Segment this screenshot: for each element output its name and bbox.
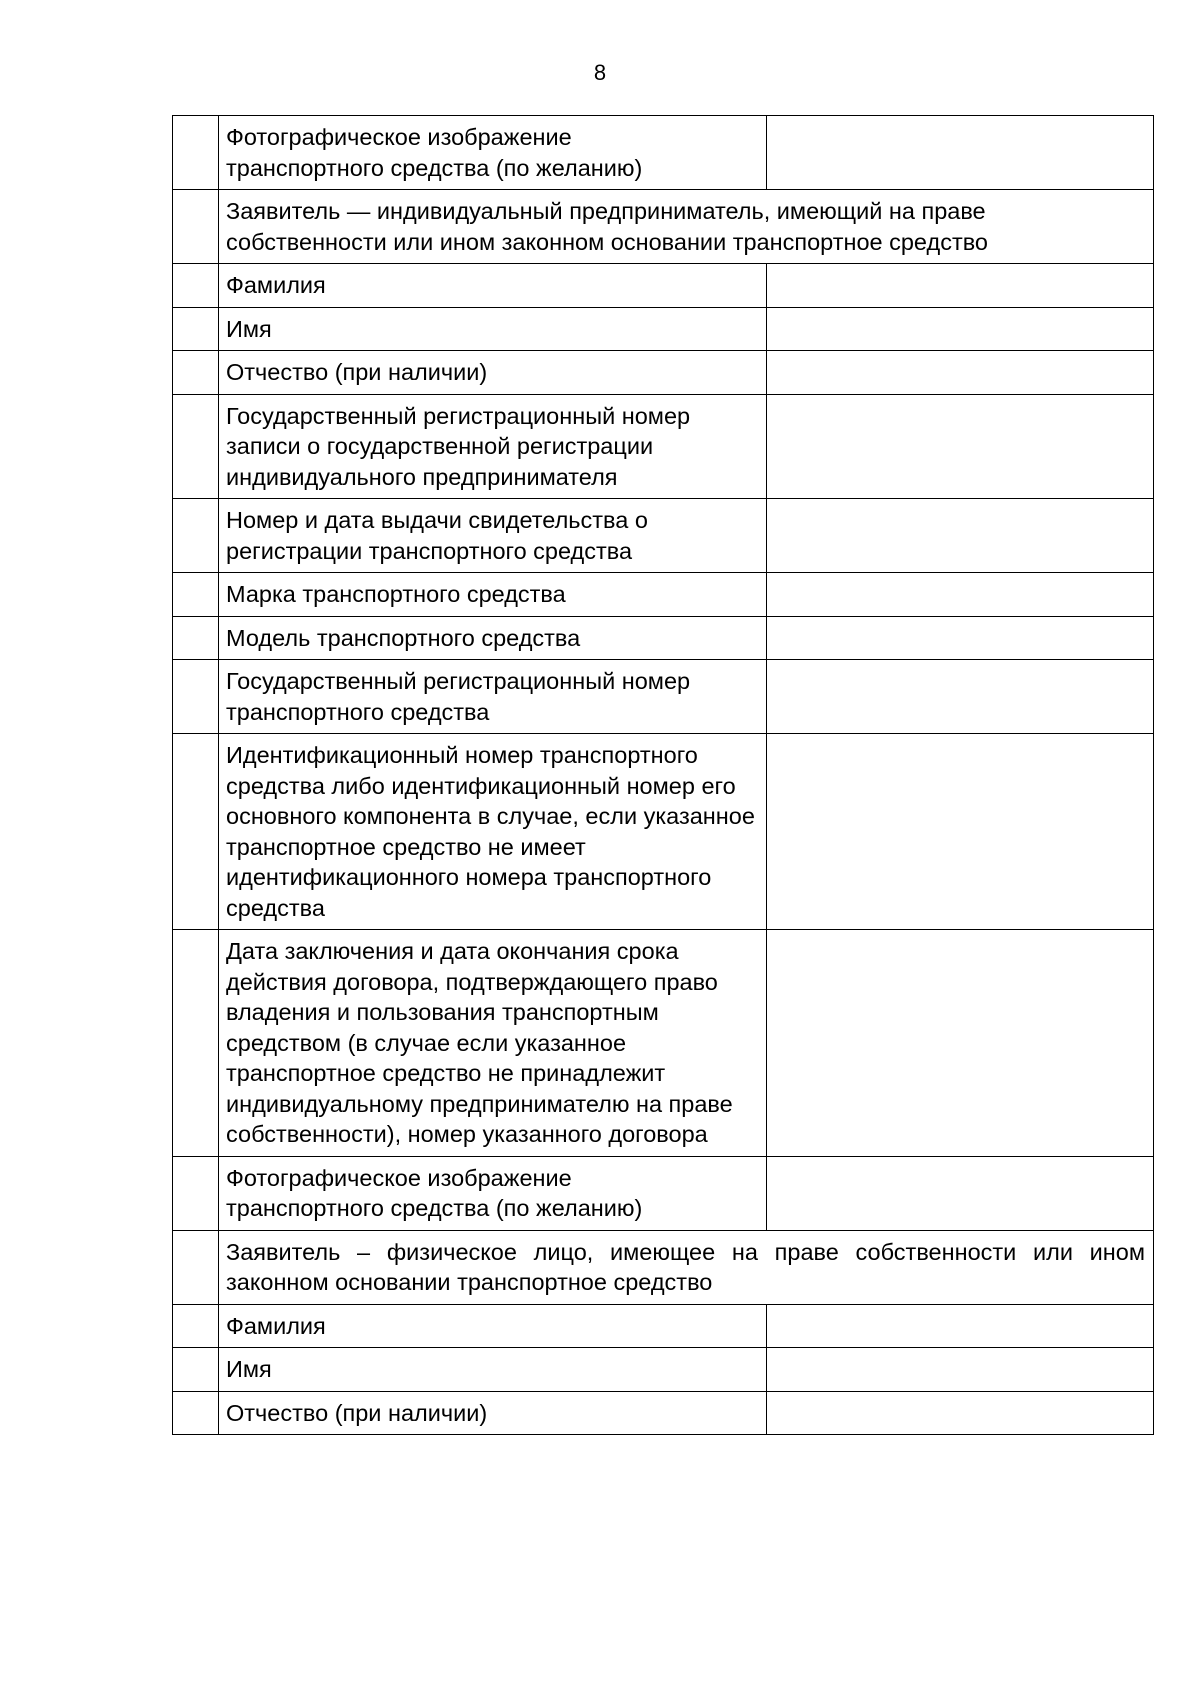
table-row [173,116,1154,190]
field-value[interactable] [767,116,1154,190]
section-heading: Заявитель – физическое лицо, имеющее на праве собственности или ином законном основании транспортное средство [219,1230,1154,1304]
page-number: 8 [593,60,607,85]
field-value[interactable] [767,734,1154,930]
field-label: Имя [219,1348,767,1392]
table-row [173,930,1154,1157]
row-margin-cell [173,264,219,308]
field-label: Фотографическое изображение транспортного средства (по желанию) [219,116,767,190]
field-value[interactable] [767,394,1154,499]
table-row [173,1391,1154,1435]
field-label: Фотографическое изображение транспортного средства (по желанию) [219,1156,767,1230]
field-label: Фамилия [219,1304,767,1348]
field-label: Имя [219,307,767,351]
field-label: Дата заключения и дата окончания срока действия договора, подтверждающего право владения и пользования транспортным средством (в случае если указанное транспортное средство не принадлежит индивидуальному предпринимателю на праве собственности), номер указанного договора [219,930,767,1157]
field-label: Идентификационный номер транспортного средства либо идентификационный номер его основного компонента в случае, если указанное транспортное средство не имеет идентификационного номера транспортного средства [219,734,767,930]
row-margin-cell [173,573,219,617]
field-label: Отчество (при наличии) [219,1391,767,1435]
field-value[interactable] [767,351,1154,395]
row-margin-cell [173,1156,219,1230]
section-row [173,1230,1154,1304]
row-margin-cell [173,499,219,573]
field-value[interactable] [767,616,1154,660]
row-margin-cell [173,351,219,395]
field-value[interactable] [767,660,1154,734]
row-margin-cell [173,307,219,351]
field-label: Марка транспортного средства [219,573,767,617]
field-value[interactable] [767,499,1154,573]
row-margin-cell [173,116,219,190]
row-margin-cell [173,660,219,734]
row-margin-cell [173,1304,219,1348]
field-value[interactable] [767,573,1154,617]
table-row [173,499,1154,573]
table-row [173,660,1154,734]
section-row [173,190,1154,264]
field-value[interactable] [767,264,1154,308]
field-label: Модель транспортного средства [219,616,767,660]
row-margin-cell [173,1230,219,1304]
field-value[interactable] [767,307,1154,351]
table-row [173,1156,1154,1230]
field-value[interactable] [767,930,1154,1157]
row-margin-cell [173,616,219,660]
table-row [173,394,1154,499]
row-margin-cell [173,1348,219,1392]
field-value[interactable] [767,1391,1154,1435]
row-margin-cell [173,734,219,930]
field-label: Номер и дата выдачи свидетельства о регистрации транспортного средства [219,499,767,573]
table-row [173,573,1154,617]
table-row [173,1348,1154,1392]
application-form-table [172,115,1154,1435]
field-label: Государственный регистрационный номер транспортного средства [219,660,767,734]
field-value[interactable] [767,1156,1154,1230]
table-row [173,351,1154,395]
row-margin-cell [173,930,219,1157]
table-row [173,734,1154,930]
row-margin-cell [173,190,219,264]
row-margin-cell [173,394,219,499]
section-heading: Заявитель — индивидуальный предприниматель, имеющий на праве собственности или ином законном основании транспортное средство [219,190,1154,264]
row-margin-cell [173,1391,219,1435]
table-row [173,616,1154,660]
form-body [173,116,1154,1435]
field-value[interactable] [767,1304,1154,1348]
field-label: Отчество (при наличии) [219,351,767,395]
field-label: Государственный регистрационный номер записи о государственной регистрации индивидуального предпринимателя [219,394,767,499]
table-row [173,1304,1154,1348]
field-label: Фамилия [219,264,767,308]
table-row [173,307,1154,351]
field-value[interactable] [767,1348,1154,1392]
table-row [173,264,1154,308]
